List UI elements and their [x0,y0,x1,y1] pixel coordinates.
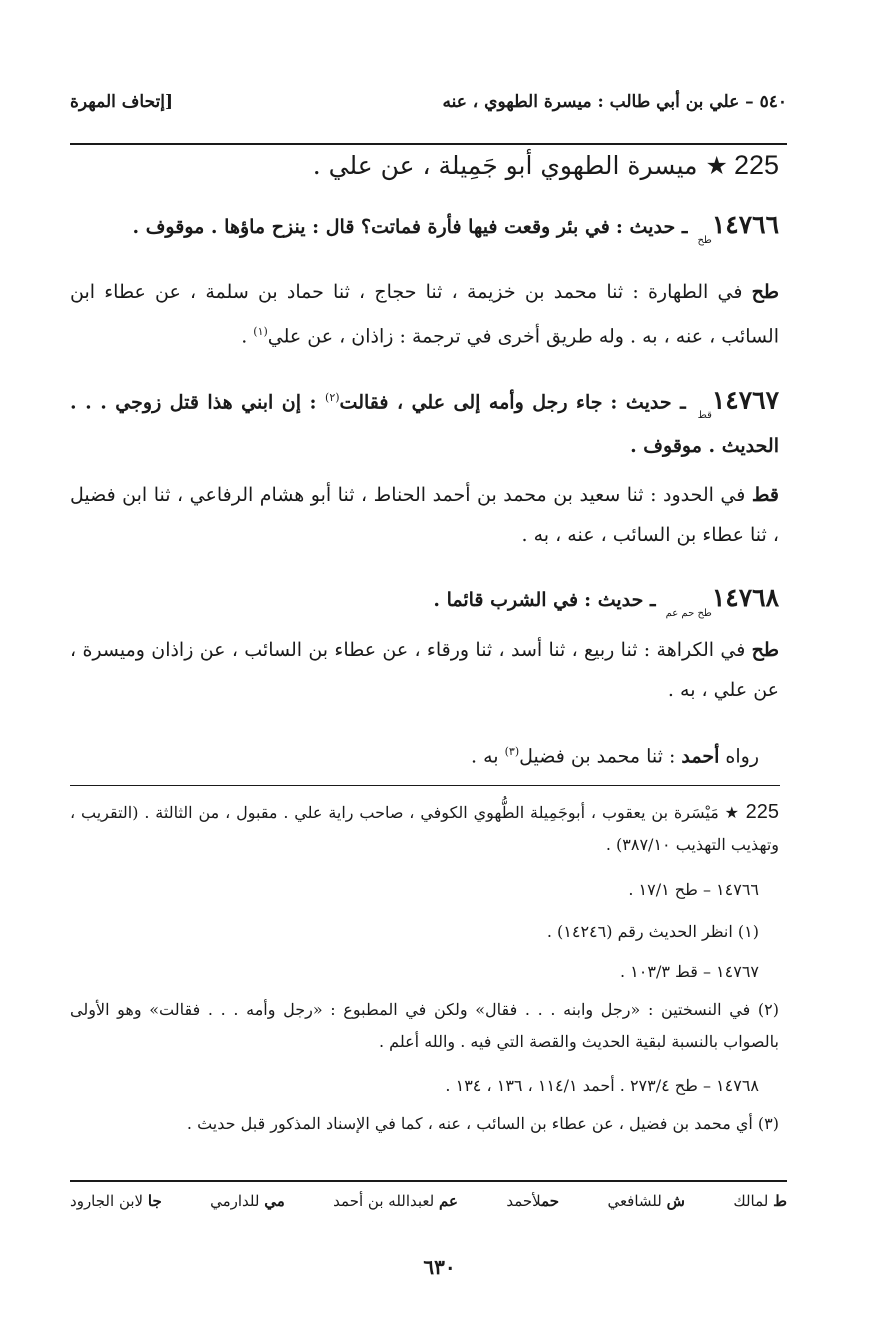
footnote-ref: (٢) [325,391,340,404]
extra-text: رواه [719,745,759,768]
chain-source: طح [751,639,779,661]
footnote-line: ١٤٧٦٦ – طح ١٧/١ . [628,880,759,899]
hadith-text: في بئر وقعت فيها فأرة فماتت؟ قال : ينزح ماؤها . موقوف . [132,216,610,238]
header-chapter: ٥٤٠ – علي بن أبي طالب : ميسرة الطهوي ، عنه [442,92,787,112]
abbreviations-key [70,1192,787,1222]
abbr-name: لابن الجارود [70,1192,144,1210]
hadith-number: ١٤٧٦٦ [711,210,779,239]
footnote-line [70,1108,779,1140]
abbr-code: حم [541,1192,560,1210]
running-header [70,92,787,122]
footnote-ref: (١) [253,325,268,338]
hadith-number: ١٤٧٦٨ [711,583,779,612]
section-number: 225 [733,150,779,180]
footnote-text: (٣) أي محمد بن فضيل ، عن عطاء بن السائب ، عنه ، كما في الإسناد المذكور قبل حديث . [186,1114,779,1133]
abbr-item [607,1192,685,1222]
footnote-rule [70,785,780,786]
hadith-text-cont: : إن ابني هذا قتل زوجي . . . الحديث . موقوف . [70,391,779,458]
hadith-label: ـ حديث : [615,216,688,238]
hadith-label: ـ حديث : [584,589,656,611]
hadith-entry [70,205,779,251]
hadith-label: ـ حديث : [610,391,686,414]
footnote-line [70,994,779,1058]
hadith-chain [70,272,779,356]
abbreviations-rule [70,1180,787,1182]
abbr-name: لعبدالله بن أحمد [333,1192,435,1210]
abbr-name: لأحمد [506,1192,542,1210]
chain-end: . [241,325,254,348]
abbr-name: للشافعي [607,1192,662,1210]
chain-text: في الطهارة : ثنا محمد بن خزيمة ، ثنا حجاج ، ثنا حماد بن سلمة ، عن عطاء ابن السائب ، عنه ، به . وله طريق أخرى في ترجمة : زاذان ، عن علي [70,281,779,348]
abbr-item [210,1192,285,1222]
hadith-text: جاء رجل وأمه إلى علي ، فقالت [339,391,603,414]
abbr-item [70,1192,162,1222]
page-number: ٦٣٠ [423,1255,456,1279]
bio-text: مَيْسَرة بن يعقوب ، أبوجَمِيلة الطُّهوي الكوفي ، صاحب راية علي . مقبول ، من الثالثة . (التقريب ، وتهذيب التهذيب ٣٨٧/١٠) . [70,803,779,854]
hadith-chain [70,630,779,710]
hadith-entry [70,578,779,624]
footnote-line: ١٤٧٦٨ – طح ٢٧٣/٤ . أحمد ١١٤/١ ، ١٣٦ ، ١٣٤ . [445,1076,759,1095]
abbr-code: عم [439,1192,458,1210]
abbr-code: مي [264,1192,285,1210]
chain-text: في الحدود : ثنا سعيد بن محمد بن أحمد الحناط ، ثنا أبو هشام الرفاعي ، ثنا ابن فضيل ، ثنا عطاء بن السائب ، عنه ، به . [70,484,779,546]
header-book-title: [إتحاف المهرة [70,92,174,112]
hadith-number: ١٤٧٦٧ [711,385,779,415]
hadith-source-code: طح [697,235,712,246]
star-icon: ★ [724,803,740,822]
footnote-text: (٢) في النسختين : «رجل وابنه . . . فقال» ولكن في المطبوع : «رجل وأمه . . . فقالت» وهو الأولى بالصواب بالنسبة لبقية الحديث والقصة التي فيه . والله أعلم . [70,1000,779,1051]
chain-source: طح [751,281,779,303]
abbr-name: للدارمي [210,1192,260,1210]
section-heading [313,150,779,181]
abbr-code: جا [147,1192,162,1210]
star-icon: ★ [705,151,728,180]
hadith-chain [70,475,779,555]
hadith-source-code: قط [697,410,712,422]
chain-text: في الكراهة : ثنا ربيع ، ثنا أسد ، ثنا ورقاء ، عن عطاء بن السائب ، عن زاذان وميسرة ، عن علي ، به . [70,639,779,701]
abbr-name: لمالك [733,1192,769,1210]
section-title: ميسرة الطهوي أبو جَمِيلة ، عن علي . [312,151,698,180]
footnote-ref: (٣) [504,745,520,758]
chain-source: قط [751,484,779,506]
footnote-line: (١) انظر الحديث رقم (١٤٢٤٦) . [546,922,759,941]
abbr-item [333,1192,458,1222]
footnote-bio [70,796,779,861]
header-rule [70,143,787,145]
abbr-item [733,1192,787,1222]
hadith-entry [70,378,779,466]
abbr-item [506,1192,559,1222]
hadith-extra [70,732,759,776]
abbr-code: ش [666,1192,685,1210]
footnote-line: ١٤٧٦٧ – قط ١٠٣/٣ . [620,962,759,981]
bio-number: 225 [745,801,779,823]
extra-end: به . [471,745,505,768]
extra-text-cont: : ثنا محمد بن فضيل [519,745,682,768]
abbr-code: ط [773,1192,787,1210]
extra-source: أحمد [681,745,720,768]
hadith-source-code: طح حم عم [665,608,712,619]
hadith-text: في الشرب قائما . [433,589,579,611]
